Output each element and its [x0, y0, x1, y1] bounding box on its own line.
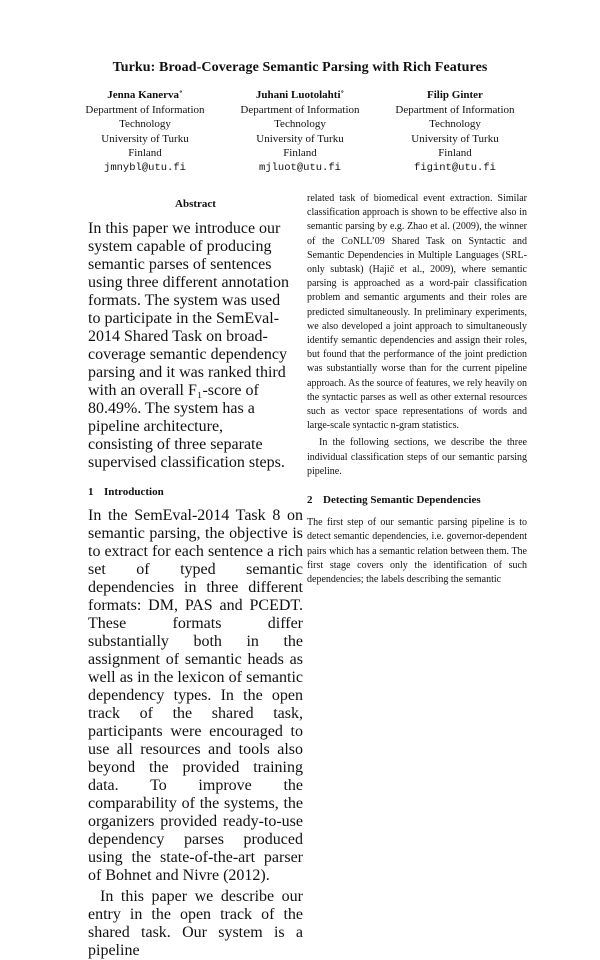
abstract-heading: Abstract — [175, 198, 216, 210]
paper-title: Turku: Broad-Coverage Semantic Parsing with Rich Features — [112, 60, 488, 75]
author-country: Finland — [128, 147, 162, 159]
right-paragraph-2: In the following sections, we describe the three individual classification steps of our semantic parsing pipeline. — [307, 437, 527, 477]
left-column — [88, 192, 308, 959]
author-department: Department of Information — [85, 103, 205, 116]
author-email: mjluot@utu.fi — [259, 161, 341, 174]
author-name: Filip Ginter — [427, 89, 483, 101]
author-department: Department of Information — [395, 103, 515, 116]
right-paragraph-1: related task of biomedical event extraction. Similar classification approach is shown to be effective also in semantic parsing by e.g. Zhao et al. (2009), the winner of the CoNLL’09 Shared Task on Syntactic and Semantic Dependencies in Multiple Languages (SRL-only subtask) (Hajič et al., 2009), where semantic parsing is approached as a word-pair classification problem and semantic arguments and their roles are predicted simultaneously. In preliminary experiments, we also developed a joint approach to simultaneously identify semantic dependencies and assign their roles, but found that the performance of the joint prediction was substantially worse than for the current pipeline approach. As the source of features, we rely heavily on the syntactic parses as well as other external resources such as vector space representations of words and large-scale syntactic n-gram statistics. — [307, 193, 527, 432]
author-1 — [70, 88, 220, 175]
section-number: 1 — [88, 486, 94, 498]
author-name: Jenna Kanerva˚ — [107, 89, 183, 101]
section-heading-introduction — [88, 486, 303, 498]
section-title-text: Introduction — [104, 486, 164, 498]
right-column — [307, 192, 532, 600]
section2-paragraph-1: The first step of our semantic parsing pipeline is to detect semantic dependencies, i.e. governor-dependent pairs which has a semantic relation between them. The first stage covers only the identification of such dependencies; the labels describing the semantic — [307, 517, 527, 586]
intro-paragraph-1: In the SemEval-2014 Task 8 on semantic parsing, the objective is to extract for each sentence a rich set of typed semantic dependencies in three different formats: DM, PAS and PCEDT. These formats differ substantially both in the assignment of semantic heads as well as in the lexicon of semantic dependency types. In the open track of the shared task, participants were encouraged to use all resources and tools also beyond the provided training data. To improve the comparability of the systems, the organizers provided ready-to-use dependency parses produced using the state-of-the-art parser of Bohnet and Nivre (2012). — [88, 507, 303, 884]
author-department-line2: Technology — [274, 118, 326, 130]
section-number: 2 — [307, 494, 313, 507]
section-heading-detecting — [307, 493, 527, 507]
author-country: Finland — [283, 147, 317, 159]
author-2 — [225, 88, 375, 175]
author-department: Department of Information — [240, 103, 360, 116]
author-department-line2: Technology — [119, 118, 171, 130]
section-title-text: Detecting Semantic Dependencies — [323, 494, 481, 507]
author-name: Juhani Luotolahti˚ — [255, 89, 345, 101]
intro-paragraph-2: In this paper we describe our entry in the open track of the shared task. Our system is a pipeline — [88, 888, 303, 959]
author-block — [70, 88, 530, 175]
author-country: Finland — [438, 147, 472, 159]
author-department-line2: Technology — [429, 118, 481, 130]
author-email: figint@utu.fi — [414, 161, 496, 174]
abstract-text: In this paper we introduce our system capable of producing semantic parses of sentences using three different annotation formats. The system was used to participate in the SemEval-2014 Shared Task on broad-coverage semantic dependency parsing and it was ranked third with an overall F₁-score of 80.49%. The system has a pipeline architecture, consisting of three separate supervised classification steps. — [88, 220, 289, 471]
author-university: University of Turku — [411, 132, 499, 145]
author-university: University of Turku — [101, 132, 189, 145]
author-email: jmnybl@utu.fi — [104, 161, 186, 174]
author-university: University of Turku — [256, 132, 344, 145]
author-3 — [380, 88, 530, 175]
